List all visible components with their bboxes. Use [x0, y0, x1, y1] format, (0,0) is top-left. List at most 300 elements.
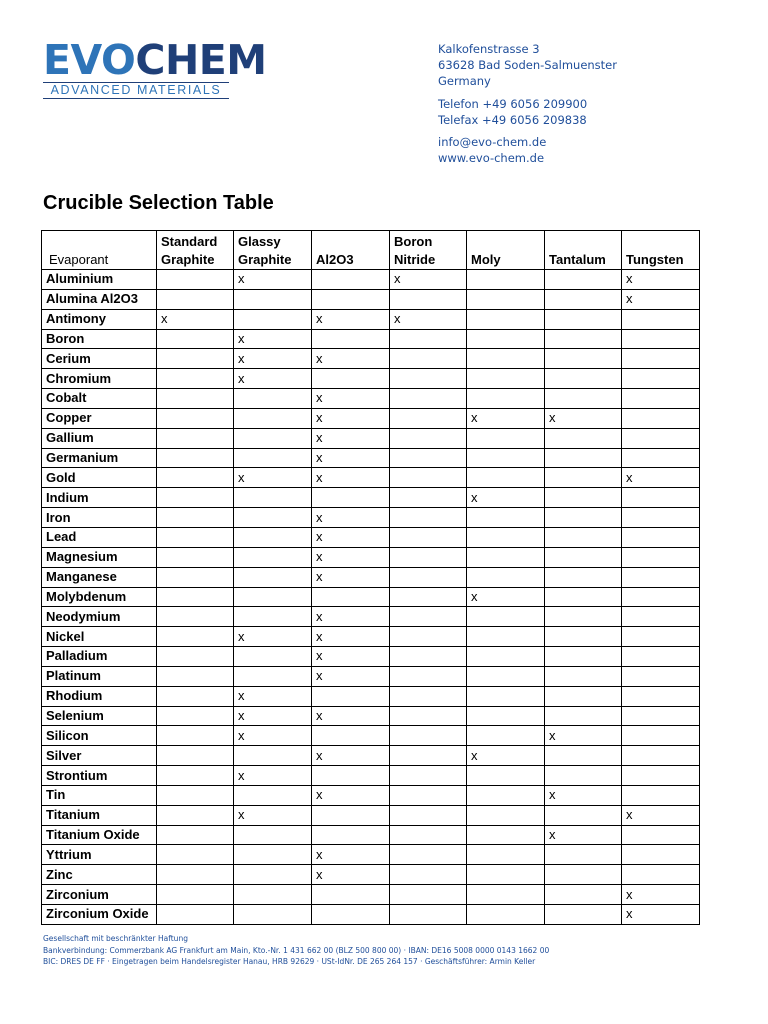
company-logo [43, 36, 267, 99]
table-cell: x [545, 825, 622, 845]
table-cell [312, 369, 390, 389]
table-cell [467, 627, 545, 647]
table-cell [545, 686, 622, 706]
column-header: Moly [467, 231, 545, 270]
table-cell [157, 448, 234, 468]
column-header-evaporant: Evaporant [42, 231, 157, 270]
table-row [42, 627, 700, 647]
table-cell [312, 329, 390, 349]
table-cell [545, 389, 622, 409]
table-cell [390, 488, 467, 508]
table-cell [390, 389, 467, 409]
table-cell: x [312, 349, 390, 369]
evaporant-name: Titanium Oxide [42, 825, 157, 845]
table-cell [545, 746, 622, 766]
evaporant-name: Yttrium [42, 845, 157, 865]
table-cell [157, 666, 234, 686]
table-cell [467, 389, 545, 409]
table-cell [467, 369, 545, 389]
table-row [42, 885, 700, 905]
table-cell [157, 865, 234, 885]
table-row [42, 706, 700, 726]
table-cell [545, 527, 622, 547]
table-cell: x [312, 527, 390, 547]
table-cell [157, 408, 234, 428]
footer-company-form: Gesellschaft mit beschränkter Haftung [43, 934, 188, 943]
table-cell [545, 627, 622, 647]
table-row [42, 785, 700, 805]
table-cell [467, 845, 545, 865]
table-cell [467, 686, 545, 706]
table-cell [545, 647, 622, 667]
evaporant-name: Molybdenum [42, 587, 157, 607]
table-cell [312, 905, 390, 925]
table-cell [234, 567, 312, 587]
table-row [42, 309, 700, 329]
table-cell [622, 865, 700, 885]
table-row [42, 647, 700, 667]
table-cell [157, 567, 234, 587]
table-cell: x [234, 270, 312, 290]
table-row [42, 607, 700, 627]
evaporant-name: Strontium [42, 766, 157, 786]
table-cell [312, 587, 390, 607]
table-cell [157, 825, 234, 845]
table-cell [390, 686, 467, 706]
table-cell: x [622, 885, 700, 905]
table-cell [157, 845, 234, 865]
table-cell [312, 805, 390, 825]
table-cell [312, 825, 390, 845]
table-cell [467, 448, 545, 468]
table-row [42, 508, 700, 528]
table-cell [234, 488, 312, 508]
table-cell: x [312, 428, 390, 448]
table-cell [390, 666, 467, 686]
table-cell: x [545, 408, 622, 428]
evaporant-name: Cerium [42, 349, 157, 369]
contact-phone: Telefon +49 6056 209900 [438, 96, 588, 111]
table-cell [157, 468, 234, 488]
table-cell: x [234, 349, 312, 369]
evaporant-name: Nickel [42, 627, 157, 647]
table-cell: x [312, 845, 390, 865]
table-cell: x [312, 647, 390, 667]
table-cell [545, 885, 622, 905]
column-header: Tantalum [545, 231, 622, 270]
table-cell: x [312, 607, 390, 627]
table-cell [622, 686, 700, 706]
table-cell [312, 726, 390, 746]
table-cell [157, 527, 234, 547]
table-cell [390, 587, 467, 607]
table-cell [622, 627, 700, 647]
table-row [42, 905, 700, 925]
table-cell [157, 428, 234, 448]
table-cell [622, 527, 700, 547]
table-cell [622, 428, 700, 448]
table-cell [467, 766, 545, 786]
logo-tagline: ADVANCED MATERIALS [43, 82, 229, 99]
table-cell [157, 766, 234, 786]
table-cell [622, 666, 700, 686]
table-cell [545, 329, 622, 349]
evaporant-name: Gold [42, 468, 157, 488]
table-cell [545, 845, 622, 865]
table-cell [390, 408, 467, 428]
table-cell [234, 905, 312, 925]
table-cell [545, 349, 622, 369]
table-cell [622, 587, 700, 607]
table-cell: x [545, 785, 622, 805]
evaporant-name: Chromium [42, 369, 157, 389]
table-cell [157, 627, 234, 647]
table-cell [157, 270, 234, 290]
table-row [42, 349, 700, 369]
logo-evo: EVO [43, 36, 136, 84]
table-cell [467, 329, 545, 349]
column-header: Tungsten [622, 231, 700, 270]
table-cell [390, 547, 467, 567]
table-cell [390, 329, 467, 349]
table-cell: x [622, 805, 700, 825]
table-cell: x [234, 766, 312, 786]
table-cell: x [312, 865, 390, 885]
table-row [42, 408, 700, 428]
table-cell [157, 885, 234, 905]
table-cell [390, 805, 467, 825]
table-cell [467, 726, 545, 746]
table-row [42, 547, 700, 567]
table-cell [622, 448, 700, 468]
table-cell [234, 408, 312, 428]
table-cell [390, 726, 467, 746]
table-cell [390, 865, 467, 885]
contact-block [438, 41, 617, 166]
table-cell: x [312, 468, 390, 488]
table-cell [234, 527, 312, 547]
crucible-selection-table [41, 230, 700, 925]
table-cell: x [234, 627, 312, 647]
table-cell: x [622, 468, 700, 488]
table-cell: x [467, 746, 545, 766]
evaporant-name: Zinc [42, 865, 157, 885]
table-cell [545, 369, 622, 389]
table-cell [157, 389, 234, 409]
table-row [42, 766, 700, 786]
table-cell: x [467, 488, 545, 508]
table-row [42, 865, 700, 885]
table-cell: x [234, 706, 312, 726]
table-cell [622, 389, 700, 409]
table-cell: x [622, 289, 700, 309]
table-cell [467, 885, 545, 905]
table-cell [390, 766, 467, 786]
evaporant-name: Tin [42, 785, 157, 805]
table-cell [157, 349, 234, 369]
table-cell: x [390, 270, 467, 290]
contact-fax: Telefax +49 6056 209838 [438, 112, 587, 127]
table-cell: x [312, 448, 390, 468]
table-cell [622, 647, 700, 667]
table-row [42, 389, 700, 409]
evaporant-name: Aluminium [42, 270, 157, 290]
table-cell [157, 905, 234, 925]
table-cell [545, 488, 622, 508]
table-header-row [42, 231, 700, 270]
table-cell [234, 309, 312, 329]
table-row [42, 666, 700, 686]
table-cell [467, 666, 545, 686]
table-cell [545, 289, 622, 309]
table-cell: x [312, 389, 390, 409]
column-header: Al2O3 [312, 231, 390, 270]
table-cell: x [312, 627, 390, 647]
table-cell: x [622, 905, 700, 925]
table-cell [622, 726, 700, 746]
table-cell [390, 527, 467, 547]
table-cell [467, 349, 545, 369]
table-cell [545, 607, 622, 627]
table-cell [312, 488, 390, 508]
table-cell [467, 289, 545, 309]
table-cell [157, 686, 234, 706]
table-cell [312, 686, 390, 706]
table-cell [234, 547, 312, 567]
table-cell [545, 309, 622, 329]
table-cell: x [157, 309, 234, 329]
table-cell [157, 547, 234, 567]
table-row [42, 567, 700, 587]
table-cell [622, 825, 700, 845]
table-cell [622, 785, 700, 805]
table-cell [545, 270, 622, 290]
evaporant-name: Silicon [42, 726, 157, 746]
table-cell [622, 488, 700, 508]
table-cell [467, 567, 545, 587]
table-cell [622, 408, 700, 428]
evaporant-name: Antimony [42, 309, 157, 329]
table-cell [157, 508, 234, 528]
table-cell [467, 905, 545, 925]
table-row [42, 527, 700, 547]
table-cell [545, 508, 622, 528]
table-cell [545, 428, 622, 448]
table-cell [545, 587, 622, 607]
table-cell [234, 607, 312, 627]
table-cell [545, 766, 622, 786]
evaporant-name: Magnesium [42, 547, 157, 567]
table-cell [467, 428, 545, 448]
table-cell [390, 289, 467, 309]
table-cell [234, 865, 312, 885]
table-cell [390, 647, 467, 667]
table-body [42, 270, 700, 925]
table-cell: x [234, 805, 312, 825]
table-cell [234, 389, 312, 409]
page-title: Crucible Selection Table [43, 192, 274, 214]
table-row [42, 726, 700, 746]
table-cell [390, 905, 467, 925]
table-row [42, 270, 700, 290]
table-row [42, 488, 700, 508]
table-cell [234, 448, 312, 468]
table-cell [622, 309, 700, 329]
table-row [42, 289, 700, 309]
table-row [42, 845, 700, 865]
table-cell [157, 607, 234, 627]
table-cell [234, 647, 312, 667]
evaporant-name: Titanium [42, 805, 157, 825]
table-cell [157, 706, 234, 726]
table-cell [467, 270, 545, 290]
table-cell [467, 706, 545, 726]
table-cell [390, 349, 467, 369]
table-cell [312, 766, 390, 786]
table-cell [467, 309, 545, 329]
footer-bank-details: Bankverbindung: Commerzbank AG Frankfurt am Main, Kto.-Nr. 1 431 662 00 (BLZ 500 800 00) · IBAN: DE16 5008 0000 0143 1662 00 [43, 945, 550, 955]
table-cell [234, 289, 312, 309]
table-cell [390, 706, 467, 726]
table-cell [622, 369, 700, 389]
table-cell [390, 567, 467, 587]
footer [43, 933, 549, 968]
table-cell: x [312, 746, 390, 766]
table-cell: x [622, 270, 700, 290]
table-cell [467, 468, 545, 488]
table-cell [467, 547, 545, 567]
evaporant-name: Boron [42, 329, 157, 349]
table-cell [390, 468, 467, 488]
column-header: Glassy Graphite [234, 231, 312, 270]
table-cell [390, 607, 467, 627]
table-cell [157, 369, 234, 389]
table-cell [157, 329, 234, 349]
table-cell [390, 627, 467, 647]
table-row [42, 448, 700, 468]
table-cell [157, 647, 234, 667]
table-cell: x [467, 408, 545, 428]
evaporant-name: Germanium [42, 448, 157, 468]
table-row [42, 805, 700, 825]
table-cell [390, 885, 467, 905]
table-cell [390, 825, 467, 845]
table-cell [467, 607, 545, 627]
table-cell [157, 746, 234, 766]
table-row [42, 825, 700, 845]
table-cell: x [312, 706, 390, 726]
table-cell [622, 547, 700, 567]
table-cell [622, 766, 700, 786]
table-cell [467, 805, 545, 825]
table-cell [157, 289, 234, 309]
table-cell: x [467, 587, 545, 607]
table-cell [467, 825, 545, 845]
table-cell [390, 369, 467, 389]
table-cell [545, 706, 622, 726]
table-cell [467, 527, 545, 547]
table-cell: x [234, 468, 312, 488]
table-cell: x [234, 686, 312, 706]
table-cell [622, 508, 700, 528]
evaporant-name: Manganese [42, 567, 157, 587]
table-row [42, 428, 700, 448]
contact-country: Germany [438, 74, 491, 89]
table-cell [545, 448, 622, 468]
evaporant-name: Rhodium [42, 686, 157, 706]
table-cell [545, 905, 622, 925]
table-cell [157, 805, 234, 825]
table-cell [234, 666, 312, 686]
table-cell: x [312, 309, 390, 329]
contact-email[interactable]: info@evo-chem.de [438, 135, 547, 150]
table-cell: x [312, 785, 390, 805]
table-cell [157, 726, 234, 746]
table-cell: x [234, 369, 312, 389]
evaporant-name: Zirconium [42, 885, 157, 905]
table-cell [312, 289, 390, 309]
table-cell: x [312, 567, 390, 587]
table-cell: x [312, 666, 390, 686]
contact-street: Kalkofenstrasse 3 [438, 42, 540, 56]
table-cell [622, 845, 700, 865]
table-cell [622, 349, 700, 369]
table-cell [312, 885, 390, 905]
footer-registration: BIC: DRES DE FF · Eingetragen beim Handelsregister Hanau, HRB 92629 · USt-IdNr. DE 265 264 157 · Geschäftsführer: Armin Keller [43, 957, 536, 966]
table-cell [545, 547, 622, 567]
logo-chem: CHEM [135, 36, 267, 84]
table-cell [622, 607, 700, 627]
table-cell: x [312, 408, 390, 428]
table-cell [390, 845, 467, 865]
table-cell [234, 428, 312, 448]
table-cell [467, 647, 545, 667]
column-header: Standard Graphite [157, 231, 234, 270]
table-cell [390, 428, 467, 448]
table-cell [234, 885, 312, 905]
evaporant-name: Iron [42, 508, 157, 528]
table-row [42, 329, 700, 349]
evaporant-name: Silver [42, 746, 157, 766]
table-cell [390, 785, 467, 805]
table-cell [390, 448, 467, 468]
table-row [42, 369, 700, 389]
logo-wordmark [43, 36, 267, 84]
table-cell: x [234, 726, 312, 746]
table-cell [157, 587, 234, 607]
table-cell [234, 587, 312, 607]
table-cell [390, 746, 467, 766]
column-header: Boron Nitride [390, 231, 467, 270]
table-cell [545, 805, 622, 825]
evaporant-name: Indium [42, 488, 157, 508]
table-cell [622, 567, 700, 587]
table-cell [545, 567, 622, 587]
table-row [42, 686, 700, 706]
table-cell [157, 488, 234, 508]
table-cell: x [390, 309, 467, 329]
evaporant-name: Alumina Al2O3 [42, 289, 157, 309]
table-cell [467, 785, 545, 805]
table-cell [234, 825, 312, 845]
evaporant-name: Palladium [42, 647, 157, 667]
table-cell [622, 706, 700, 726]
contact-website[interactable]: www.evo-chem.de [438, 151, 545, 166]
table-row [42, 468, 700, 488]
contact-city: 63628 Bad Soden-Salmuenster [438, 58, 617, 73]
table-cell [234, 785, 312, 805]
table-cell [390, 508, 467, 528]
